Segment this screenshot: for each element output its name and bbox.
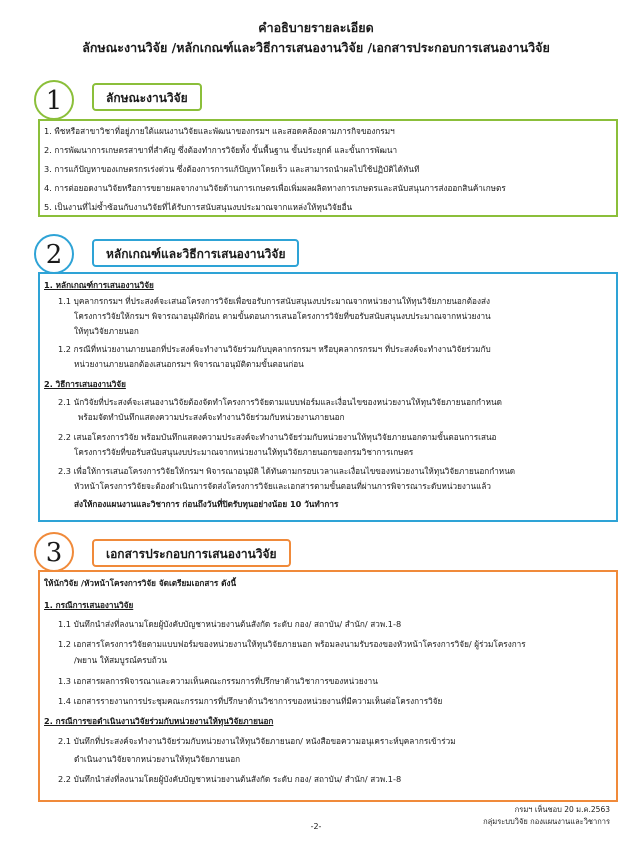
criteria-item-1-1-cont: โครงการวิจัยให้กรมฯ พิจารณาอนุมัติก่อน ตามขั้นตอนการเสนอโครงการวิจัยที่ขอรับสนับสนุนงบประมาณจากหน่วยงาน	[74, 311, 491, 321]
issuing-group: กลุ่มระบบวิจัย กองแผนงานและวิชาการ	[483, 817, 610, 826]
method-item-2-2-cont: โครงการวิจัยที่ขอรับสนับสนุนงบประมาณจากหน่วยงานให้ทุนวิจัยภายนอกของกรมวิชาการเกษตร	[74, 447, 414, 457]
document-subtitle: ลักษณะงานวิจัย /หลักเกณฑ์และวิธีการเสนองานวิจัย /เอกสารประกอบการเสนองานวิจัย	[82, 40, 550, 55]
documents-item-1-2: 1.2 เอกสารโครงการวิจัยตามแบบฟอร์มของหน่วยงานให้ทุนวิจัยภายนอก พร้อมลงนามรับรองของหัวหน้าโครงการวิจัย/ ผู้ร่วมโครงการ	[58, 639, 526, 649]
section1-number-badge: 1	[34, 80, 74, 120]
documents-item-1-3: 1.3 เอกสารผลการพิจารณาและความเห็นคณะกรรมการที่ปรึกษาด้านวิชาการของหน่วยงาน	[58, 676, 378, 686]
documents-item-1-2-cont: /พยาน ให้สมบูรณ์ครบถ้วน	[74, 655, 167, 665]
section2-label: หลักเกณฑ์และวิธีการเสนองานวิจัย	[92, 239, 299, 267]
method-item-2-3-deadline: ส่งให้กองแผนงานและวิชาการ ก่อนถึงวันที่ปิดรับทุนอย่างน้อย 10 วันทำการ	[74, 499, 339, 509]
section1-item: 2. การพัฒนาการเกษตรสาขาที่สำคัญ ซึ่งต้องทำการวิจัยทั้ง ขั้นพื้นฐาน ขั้นประยุกต์ และขั้นการพัฒนา	[44, 145, 398, 155]
section3-label: เอกสารประกอบการเสนองานวิจัย	[92, 539, 291, 567]
section1-item: 5. เป็นงานที่ไม่ซ้ำซ้อนกับงานวิจัยที่ได้รับการสนับสนุนงบประมาณจากแหล่งให้ทุนวิจัยอื่น	[44, 202, 353, 212]
section3-number-badge: 3	[34, 532, 74, 572]
approval-note: กรมฯ เห็นชอบ 20 ม.ค.2563	[514, 805, 610, 814]
method-item-2-2: 2.2 เสนอโครงการวิจัย พร้อมบันทึกแสดงความประสงค์จะทำงานวิจัยร่วมกับหน่วยงานให้ทุนวิจัยภายนอกตามขั้นตอนการเสนอ	[58, 432, 497, 442]
documents-item-2-1-cont: ดำเนินงานวิจัยจากหน่วยงานให้ทุนวิจัยภายนอก	[74, 754, 241, 764]
page-number: -2-	[310, 822, 322, 831]
criteria-heading: 1. หลักเกณฑ์การเสนองานวิจัย	[44, 280, 154, 290]
method-item-2-3: 2.3 เพื่อให้การเสนอโครงการวิจัยให้กรมฯ พิจารณาอนุมัติ ได้ทันตามกรอบเวลาและเงื่อนไขของหน่วยงานให้ทุนวิจัยภายนอกกำหนด	[58, 466, 516, 476]
section1-item: 3. การแก้ปัญหาของเกษตรกรเร่งด่วน ซึ่งต้องการการแก้ปัญหาโดยเร็ว และสามารถนำผลไปใช้ปฏิบัติได้ทันที	[44, 164, 420, 174]
section2-number-badge: 2	[34, 234, 74, 274]
criteria-item-1-2: 1.2 กรณีที่หน่วยงานภายนอกที่ประสงค์จะทำงานวิจัยร่วมกับบุคลากรกรมฯ หรือบุคลากรกรมฯ ที่ประสงค์จะทำงานวิจัยร่วมกับ	[58, 344, 491, 354]
documents-item-2-1: 2.1 บันทึกที่ประสงค์จะทำงานวิจัยร่วมกับหน่วยงานให้ทุนวิจัยภายนอก/ หนังสือขอความอนุเคราะห์บุคลากรเข้าร่วม	[58, 736, 456, 746]
documents-item-1-1: 1.1 บันทึกนำส่งที่ลงนามโดยผู้บังคับบัญชาหน่วยงานต้นสังกัด ระดับ กอง/ สถาบัน/ สำนัก/ สวพ.1-8	[58, 619, 402, 629]
method-item-2-3-cont: หัวหน้าโครงการวิจัยจะต้องดำเนินการจัดส่งโครงการวิจัยและเอกสารตามขั้นตอนที่ผ่านการพิจารณาระดับหน่วยงานแล้ว	[74, 481, 492, 491]
criteria-item-1-1: 1.1 บุคลากรกรมฯ ที่ประสงค์จะเสนอโครงการวิจัยเพื่อขอรับการสนับสนุนงบประมาณจากหน่วยงานให้ทุนวิจัยภายนอกต้องส่ง	[58, 296, 490, 306]
method-item-2-1: 2.1 นักวิจัยที่ประสงค์จะเสนองานวิจัยต้องจัดทำโครงการวิจัยตามแบบฟอร์มและเงื่อนไขของหน่วยงานให้ทุนวิจัยภายนอกกำหนด	[58, 397, 502, 407]
documents-heading-1: 1. กรณีการเสนองานวิจัย	[44, 600, 134, 610]
section1-label: ลักษณะงานวิจัย	[92, 83, 202, 111]
documents-heading-2: 2. กรณีการขอดำเนินงานวิจัยร่วมกับหน่วยงานให้ทุนวิจัยภายนอก	[44, 716, 274, 726]
documents-intro: ให้นักวิจัย /หัวหน้าโครงการวิจัย จัดเตรียมเอกสาร ดังนี้	[44, 578, 237, 588]
document-title: คำอธิบายรายละเอียด	[258, 20, 374, 35]
section1-item: 4. การต่อยอดงานวิจัยหรือการขยายผลจากงานวิจัยด้านการเกษตรเพื่อเพิ่มผลผลิตทางการเกษตรและสนับสนุนการส่งออกสินค้าเกษตร	[44, 183, 506, 193]
documents-item-2-2: 2.2 บันทึกนำส่งที่ลงนามโดยผู้บังคับบัญชาหน่วยงานต้นสังกัด ระดับ กอง/ สถาบัน/ สำนัก/ สวพ.1-8	[58, 774, 402, 784]
criteria-item-1-2-cont: หน่วยงานภายนอกต้องเสนอกรมฯ พิจารณาอนุมัติตามขั้นตอนก่อน	[74, 359, 304, 369]
section1-item: 1. พืชหรือสาขาวิชาที่อยู่ภายใต้แผนงานวิจัยและพัฒนาของกรมฯ และสอดคล้องตามภารกิจของกรมฯ	[44, 126, 395, 136]
documents-item-1-4: 1.4 เอกสารรายงานการประชุมคณะกรรมการที่ปรึกษาด้านวิชาการของหน่วยงานที่มีความเห็นต่อโครงการวิจัย	[58, 696, 443, 706]
criteria-item-1-1-cont: ให้ทุนวิจัยภายนอก	[74, 326, 139, 336]
method-item-2-1-cont: พร้อมจัดทำบันทึกแสดงความประสงค์จะทำงานวิจัยร่วมกับหน่วยงานภายนอก	[78, 412, 345, 422]
method-heading: 2. วิธีการเสนองานวิจัย	[44, 379, 126, 389]
